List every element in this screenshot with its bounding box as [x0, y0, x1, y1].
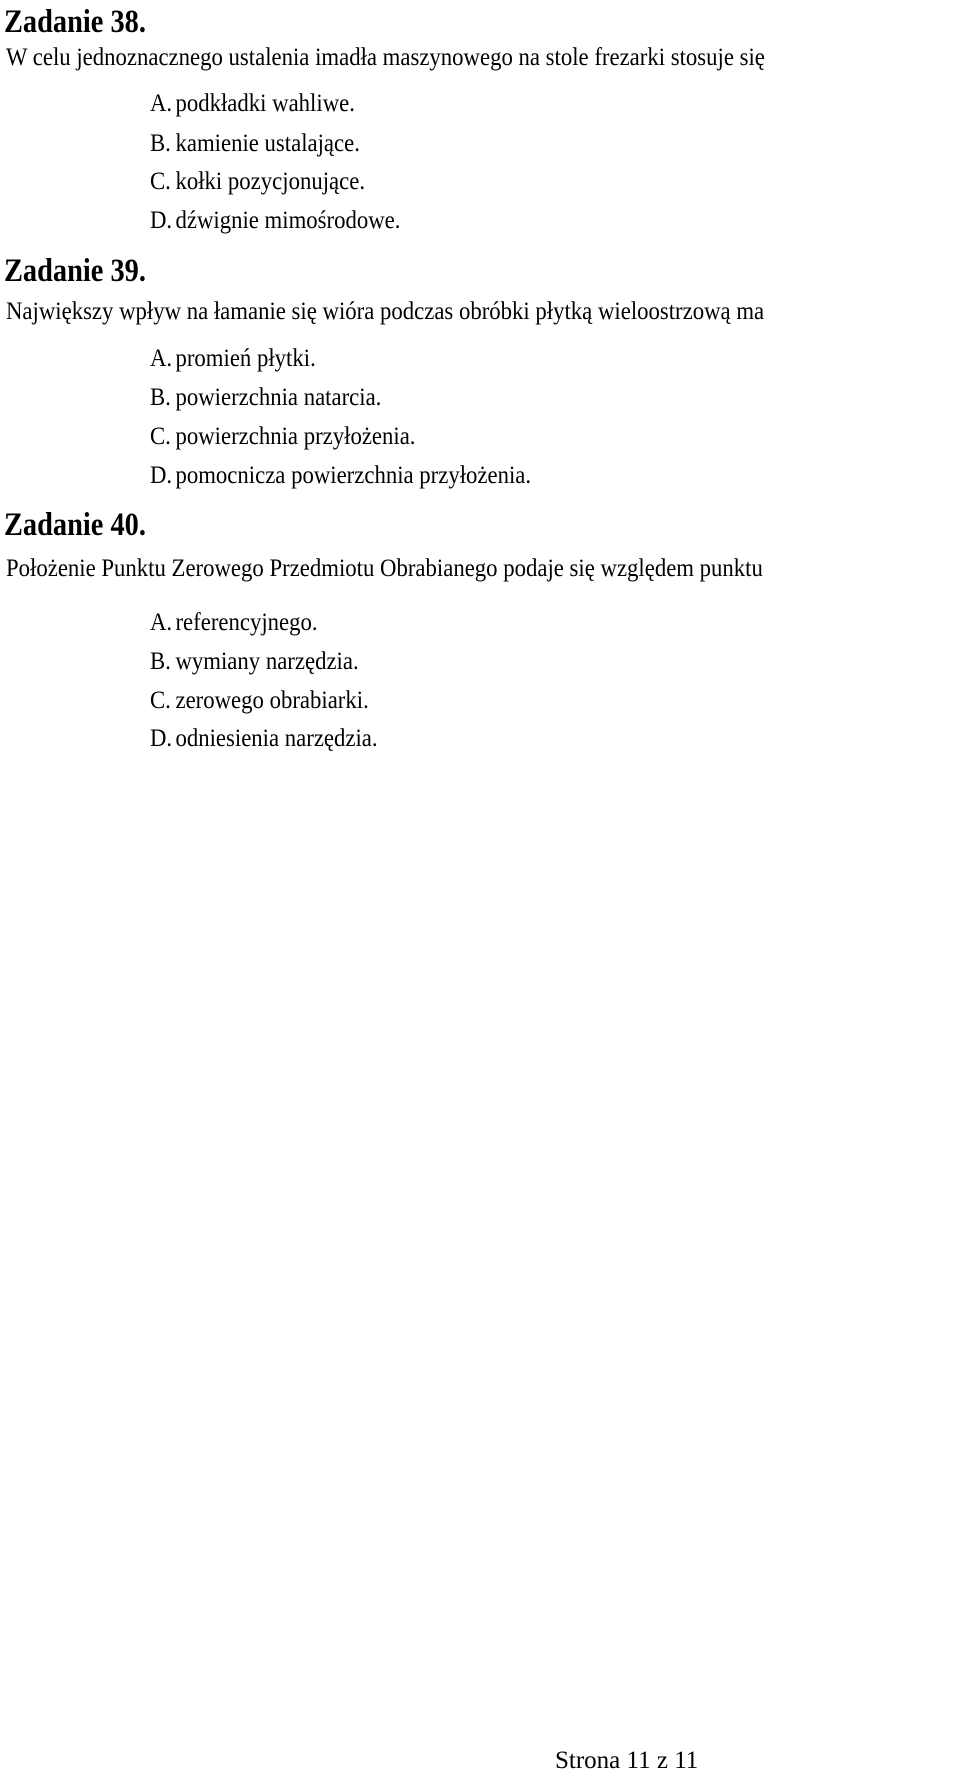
- option-letter: B.: [150, 648, 171, 675]
- answer-option: [150, 687, 369, 715]
- page-footer: Strona 11 z 11: [555, 1747, 699, 1774]
- option-text: wymiany narzędzia.: [175, 648, 359, 675]
- option-letter: D.: [150, 462, 173, 489]
- option-letter: C.: [150, 168, 171, 195]
- answer-option: [150, 423, 416, 451]
- option-text: odniesienia narzędzia.: [175, 725, 378, 752]
- option-text: dźwignie mimośrodowe.: [175, 207, 401, 234]
- option-letter: D.: [150, 207, 173, 234]
- answer-option: [150, 345, 316, 373]
- answer-option: [150, 130, 360, 158]
- option-letter: B.: [150, 130, 171, 157]
- task-title: Zadanie 38.: [4, 4, 146, 40]
- answer-option: [150, 725, 378, 753]
- task-question: Największy wpływ na łamanie się wióra podczas obróbki płytką wieloostrzową ma: [6, 298, 765, 325]
- answer-option: [150, 90, 355, 118]
- option-letter: A.: [150, 609, 173, 636]
- answer-option: [150, 168, 365, 196]
- answer-option: [150, 384, 381, 412]
- option-text: powierzchnia natarcia.: [175, 384, 382, 411]
- option-letter: C.: [150, 423, 171, 450]
- option-text: kamienie ustalające.: [175, 130, 360, 157]
- option-text: powierzchnia przyłożenia.: [175, 423, 416, 450]
- task-question: Położenie Punktu Zerowego Przedmiotu Obrabianego podaje się względem punktu: [6, 555, 763, 582]
- option-text: zerowego obrabiarki.: [175, 687, 369, 714]
- task-title: Zadanie 39.: [4, 253, 146, 289]
- task-question: W celu jednoznacznego ustalenia imadła maszynowego na stole frezarki stosuje się: [6, 44, 765, 71]
- option-letter: C.: [150, 687, 171, 714]
- option-text: promień płytki.: [175, 345, 316, 372]
- answer-option: [150, 462, 531, 490]
- option-text: referencyjnego.: [175, 609, 318, 636]
- answer-option: [150, 207, 400, 235]
- task-title: Zadanie 40.: [4, 507, 146, 543]
- answer-option: [150, 609, 318, 637]
- option-letter: A.: [150, 90, 173, 117]
- option-text: podkładki wahliwe.: [175, 90, 355, 117]
- option-letter: D.: [150, 725, 173, 752]
- option-letter: B.: [150, 384, 171, 411]
- option-letter: A.: [150, 345, 173, 372]
- option-text: kołki pozycjonujące.: [175, 168, 366, 195]
- answer-option: [150, 648, 359, 676]
- option-text: pomocnicza powierzchnia przyłożenia.: [175, 462, 532, 489]
